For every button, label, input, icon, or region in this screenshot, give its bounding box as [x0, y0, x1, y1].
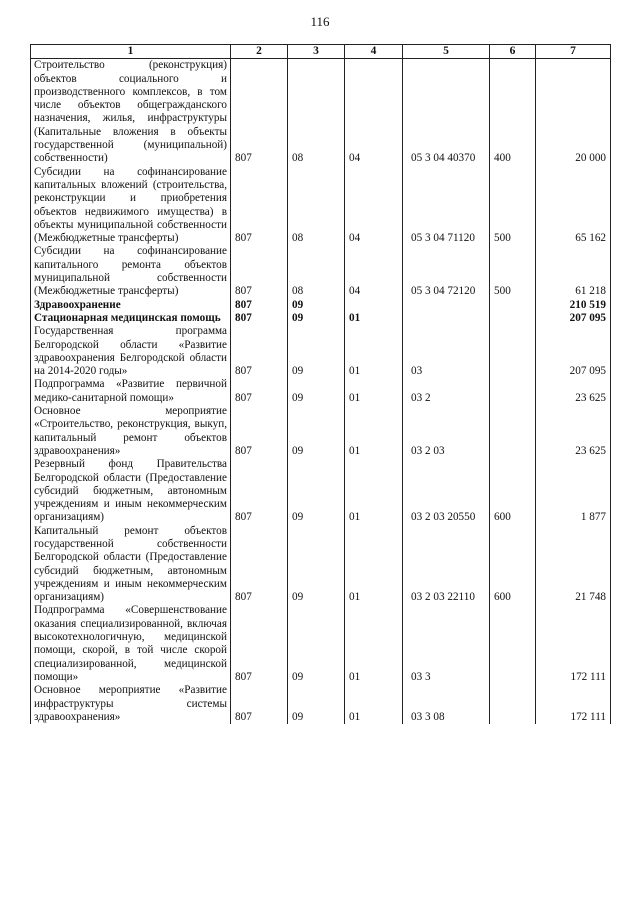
table-cell: 807: [231, 684, 288, 724]
table-cell: 01: [345, 458, 403, 524]
table-cell: 01: [345, 604, 403, 684]
table-cell: 20 000: [536, 59, 611, 166]
table-cell: 08: [288, 59, 345, 166]
table-cell: 03 2: [403, 378, 490, 405]
table-cell: 08: [288, 245, 345, 298]
table-cell: [490, 299, 536, 312]
table-row: [31, 312, 611, 325]
table-cell: 807: [231, 525, 288, 605]
table-cell: 207 095: [536, 325, 611, 378]
row-description: Стационарная медицинская помощь: [31, 312, 231, 325]
table-cell: 01: [345, 325, 403, 378]
table-cell: 09: [288, 378, 345, 405]
table-row: [31, 525, 611, 605]
row-description: Строительство (реконструкция) объектов социального и производственного комплексов, в том числе объектов общегражданского назначения, жилья, инфраструктуры (Капитальные вложения в объекты государственной (муниципальной) собственности): [31, 59, 231, 166]
column-header: 2: [231, 45, 288, 59]
table-cell: 807: [231, 59, 288, 166]
table-cell: 600: [490, 458, 536, 524]
budget-table: [30, 44, 611, 724]
table-row: [31, 684, 611, 724]
column-header: 4: [345, 45, 403, 59]
table-cell: 1 877: [536, 458, 611, 524]
table-cell: 03 2 03 20550: [403, 458, 490, 524]
row-description: Подпрограмма «Развитие первичной медико-санитарной помощи»: [31, 378, 231, 405]
table-header-row: [31, 45, 611, 59]
table-cell: 807: [231, 405, 288, 458]
table-row: [31, 604, 611, 684]
table-cell: [490, 405, 536, 458]
table-cell: [490, 378, 536, 405]
table-row: [31, 325, 611, 378]
table-cell: 807: [231, 299, 288, 312]
table-cell: 03 3: [403, 604, 490, 684]
table-cell: 09: [288, 312, 345, 325]
table-cell: 65 162: [536, 166, 611, 246]
table-cell: 807: [231, 458, 288, 524]
row-description: Государственная программа Белгородской области «Развитие здравоохранения Белгородской области на 2014-2020 годы»: [31, 325, 231, 378]
table-cell: [403, 312, 490, 325]
table-cell: 21 748: [536, 525, 611, 605]
table-cell: 03 2 03 22110: [403, 525, 490, 605]
row-description: Основное мероприятие «Развитие инфраструктуры системы здравоохранения»: [31, 684, 231, 724]
table-cell: 01: [345, 312, 403, 325]
table-cell: 03: [403, 325, 490, 378]
table-cell: 807: [231, 378, 288, 405]
table-cell: 01: [345, 525, 403, 605]
table-cell: 210 519: [536, 299, 611, 312]
table-cell: 09: [288, 458, 345, 524]
table-cell: 500: [490, 245, 536, 298]
column-header: 3: [288, 45, 345, 59]
table-cell: [490, 684, 536, 724]
table-cell: [403, 299, 490, 312]
table-cell: 04: [345, 245, 403, 298]
table-row: [31, 405, 611, 458]
table-cell: 61 218: [536, 245, 611, 298]
table-cell: 09: [288, 299, 345, 312]
table-cell: 807: [231, 312, 288, 325]
table-cell: 04: [345, 59, 403, 166]
row-description: Здравоохранение: [31, 299, 231, 312]
column-header: 6: [490, 45, 536, 59]
table-cell: 23 625: [536, 405, 611, 458]
table-row: [31, 299, 611, 312]
table-cell: 01: [345, 405, 403, 458]
table-cell: 01: [345, 378, 403, 405]
table-cell: 03 2 03: [403, 405, 490, 458]
page-number: 116: [310, 14, 330, 29]
table-cell: 03 3 08: [403, 684, 490, 724]
table-cell: 08: [288, 166, 345, 246]
table-cell: 09: [288, 405, 345, 458]
row-description: Субсидии на софинансирование капитального ремонта объектов муниципальной собственности (Межбюджетные трансферты): [31, 245, 231, 298]
table-cell: 807: [231, 166, 288, 246]
table-cell: 01: [345, 684, 403, 724]
table-cell: 23 625: [536, 378, 611, 405]
column-header: 5: [403, 45, 490, 59]
table-cell: [345, 299, 403, 312]
column-header: 1: [31, 45, 231, 59]
column-header: 7: [536, 45, 611, 59]
table-row: [31, 245, 611, 298]
table-cell: 09: [288, 525, 345, 605]
row-description: Капитальный ремонт объектов государственной собственности Белгородской области (Предоставление субсидий бюджетным, автономным учреждениям и иным некоммерческим организациям): [31, 525, 231, 605]
row-description: Резервный фонд Правительства Белгородской области (Предоставление субсидий бюджетным, автономным учреждениям и иным некоммерческим организациям): [31, 458, 231, 524]
table-cell: 600: [490, 525, 536, 605]
table-cell: 05 3 04 72120: [403, 245, 490, 298]
table-cell: 05 3 04 40370: [403, 59, 490, 166]
table-cell: 09: [288, 325, 345, 378]
table-cell: 207 095: [536, 312, 611, 325]
row-description: Подпрограмма «Совершенствование оказания специализированной, включая высокотехнологичную, медицинской помощи, скорой, в той числе скорой специализированной, медицинской помощи»: [31, 604, 231, 684]
table-cell: 500: [490, 166, 536, 246]
table-cell: [490, 312, 536, 325]
table-cell: 807: [231, 604, 288, 684]
row-description: Основное мероприятие «Строительство, реконструкция, выкуп, капитальный ремонт объектов здравоохранения»: [31, 405, 231, 458]
table-cell: 172 111: [536, 684, 611, 724]
table-row: [31, 166, 611, 246]
table-cell: 807: [231, 325, 288, 378]
table-row: [31, 59, 611, 166]
table-cell: 09: [288, 604, 345, 684]
table-cell: 09: [288, 684, 345, 724]
row-description: Субсидии на софинансирование капитальных вложений (строительства, реконструкции и приобретения объектов недвижимого имущества) в объекты муниципальной собственности (Межбюджетные трансферты): [31, 166, 231, 246]
table-cell: 05 3 04 71120: [403, 166, 490, 246]
table-cell: [490, 604, 536, 684]
table-cell: 400: [490, 59, 536, 166]
table-cell: 172 111: [536, 604, 611, 684]
table-cell: 807: [231, 245, 288, 298]
table-row: [31, 378, 611, 405]
table-cell: [490, 325, 536, 378]
table-row: [31, 458, 611, 524]
table-cell: 04: [345, 166, 403, 246]
